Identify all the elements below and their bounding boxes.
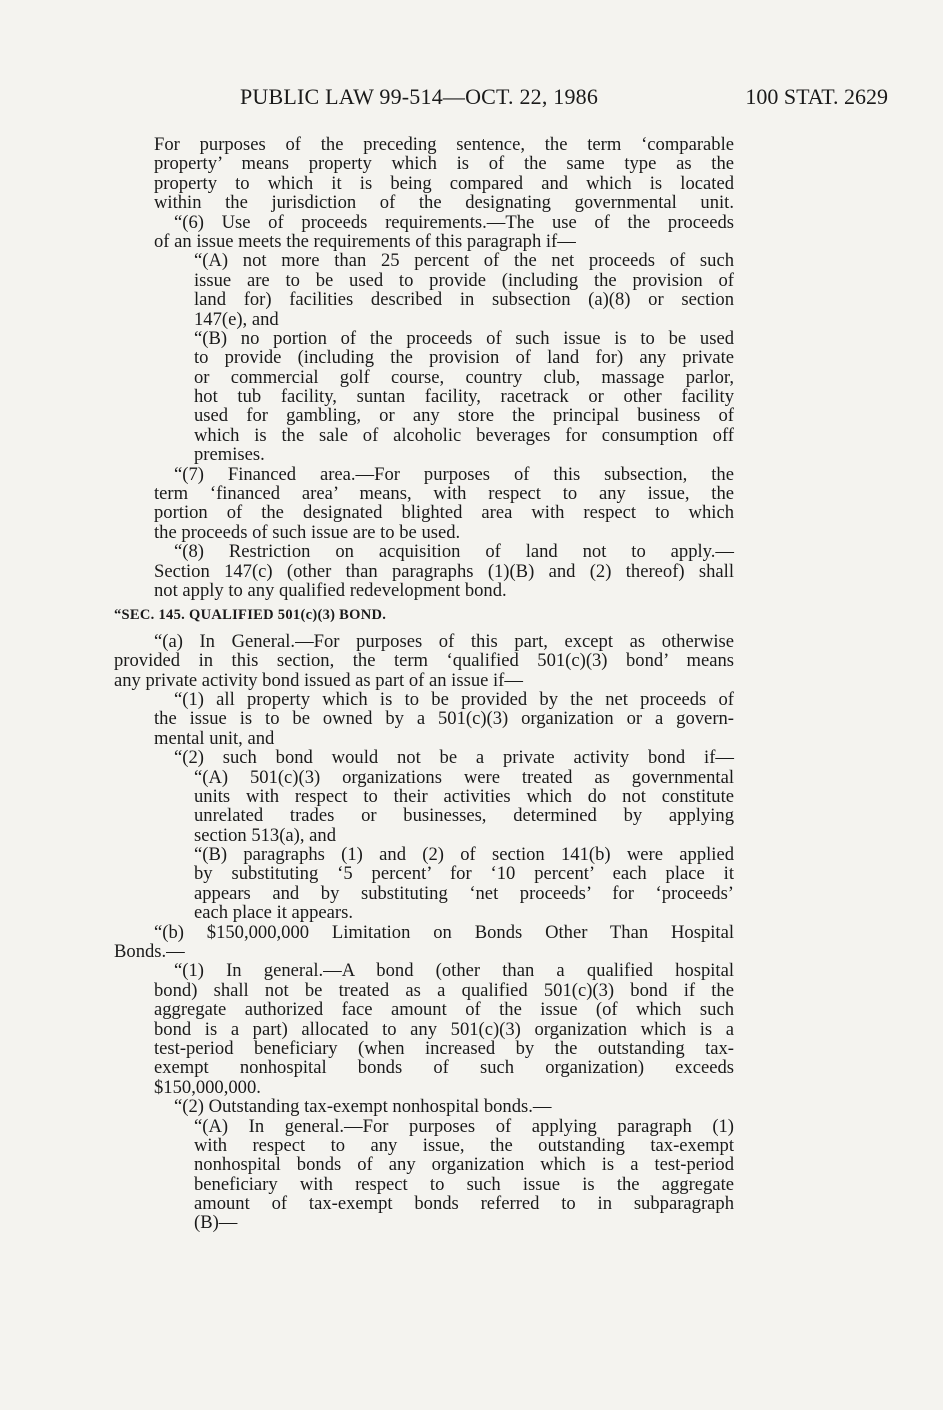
section-heading: “SEC. 145. QUALIFIED 501(c)(3) BOND. xyxy=(114,607,387,624)
text-line: of an issue meets the requirements of this paragraph if— xyxy=(154,230,576,252)
text-line: “(1) In general.—A bond (other than a qualified hospital xyxy=(174,960,734,982)
text-line: unrelated trades or businesses, determined by applying xyxy=(194,805,734,827)
text-line: test-period beneficiary (when increased by the outstanding tax- xyxy=(154,1037,734,1059)
text-line: to provide (including the provision of land for) any private xyxy=(194,347,734,369)
text-line: “(A) 501(c)(3) organizations were treated as governmental xyxy=(194,766,734,788)
text-line: units with respect to their activities which do not constitute xyxy=(194,785,734,807)
text-line: amount of tax-exempt bonds referred to in subparagraph xyxy=(194,1193,734,1215)
text-line: “(b) $150,000,000 Limitation on Bonds Other Than Hospital xyxy=(154,921,734,943)
text-line: “(2) such bond would not be a private activity bond if— xyxy=(174,747,734,769)
text-line: any private activity bond issued as part of an issue if— xyxy=(114,669,523,691)
text-line: Bonds.— xyxy=(114,941,185,963)
text-line: term ‘financed area’ means, with respect to any issue, the xyxy=(154,483,734,505)
text-line: hot tub facility, suntan facility, racetrack or other facility xyxy=(194,386,734,408)
text-line: or commercial golf course, country club, massage parlor, xyxy=(194,366,734,388)
text-line: Section 147(c) (other than paragraphs (1)(B) and (2) thereof) shall xyxy=(154,560,734,582)
text-line: by substituting ‘5 percent’ for ‘10 percent’ each place it xyxy=(194,863,734,885)
header-stat-citation: 100 STAT. 2629 xyxy=(745,84,888,109)
text-line: nonhospital bonds of any organization which is a test-period xyxy=(194,1154,734,1176)
text-line: bond is a part) allocated to any 501(c)(3) organization which is a xyxy=(154,1018,734,1040)
header-title: PUBLIC LAW 99-514—OCT. 22, 1986 xyxy=(240,84,599,109)
text-line: the issue is to be owned by a 501(c)(3) organization or a govern- xyxy=(154,708,734,730)
body-text xyxy=(114,135,734,1233)
text-line: “(A) In general.—For purposes of applying paragraph (1) xyxy=(194,1115,734,1137)
text-line: “(B) paragraphs (1) and (2) of section 141(b) were applied xyxy=(194,844,734,866)
text-line: “(A) not more than 25 percent of the net proceeds of such xyxy=(194,250,734,272)
text-line: property’ means property which is of the same type as the xyxy=(154,153,734,175)
text-line: not apply to any qualified redevelopment bond. xyxy=(154,579,507,601)
text-line: which is the sale of alcoholic beverages for consumption off xyxy=(194,424,734,446)
text-line: “(a) In General.—For purposes of this part, except as otherwise xyxy=(154,630,734,652)
text-line: beneficiary with respect to such issue is the aggregate xyxy=(194,1173,734,1195)
text-line: “(1) all property which is to be provided by the net proceeds of xyxy=(174,688,734,710)
text-line: section 513(a), and xyxy=(194,824,336,846)
text-line: portion of the designated blighted area with respect to which xyxy=(154,502,734,524)
text-line: (B)— xyxy=(194,1212,238,1234)
text-line: aggregate authorized face amount of the issue (of which such xyxy=(154,999,734,1021)
text-line: “(7) Financed area.—For purposes of this subsection, the xyxy=(174,463,734,485)
text-line: within the jurisdiction of the designating governmental unit. xyxy=(154,192,734,214)
text-line: each place it appears. xyxy=(194,902,353,924)
text-line: used for gambling, or any store the principal business of xyxy=(194,405,734,427)
running-header xyxy=(240,84,888,112)
text-line: mental unit, and xyxy=(154,727,275,749)
text-line: land for) facilities described in subsection (a)(8) or section xyxy=(194,289,734,311)
text-line: 147(e), and xyxy=(194,308,279,330)
text-line: premises. xyxy=(194,444,265,466)
text-line: the proceeds of such issue are to be used. xyxy=(154,521,461,543)
text-line: bond) shall not be treated as a qualified 501(c)(3) bond if the xyxy=(154,979,734,1001)
text-line: issue are to be used to provide (including the provision of xyxy=(194,269,734,291)
text-line: “(B) no portion of the proceeds of such issue is to be used xyxy=(194,327,734,349)
text-line: “(2) Outstanding tax-exempt nonhospital bonds.— xyxy=(174,1096,552,1118)
text-line: provided in this section, the term ‘qualified 501(c)(3) bond’ means xyxy=(114,650,734,672)
text-line: For purposes of the preceding sentence, the term ‘comparable xyxy=(154,134,734,155)
text-line: with respect to any issue, the outstanding tax-exempt xyxy=(194,1134,734,1156)
text-line: property to which it is being compared and which is located xyxy=(154,172,734,194)
text-line: $150,000,000. xyxy=(154,1076,261,1098)
text-line: “(8) Restriction on acquisition of land not to apply.— xyxy=(174,541,734,563)
text-line: appears and by substituting ‘net proceeds’ for ‘proceeds’ xyxy=(194,882,734,904)
text-line: exempt nonhospital bonds of such organization) exceeds xyxy=(154,1057,734,1079)
text-line: “(6) Use of proceeds requirements.—The use of the proceeds xyxy=(174,211,734,233)
